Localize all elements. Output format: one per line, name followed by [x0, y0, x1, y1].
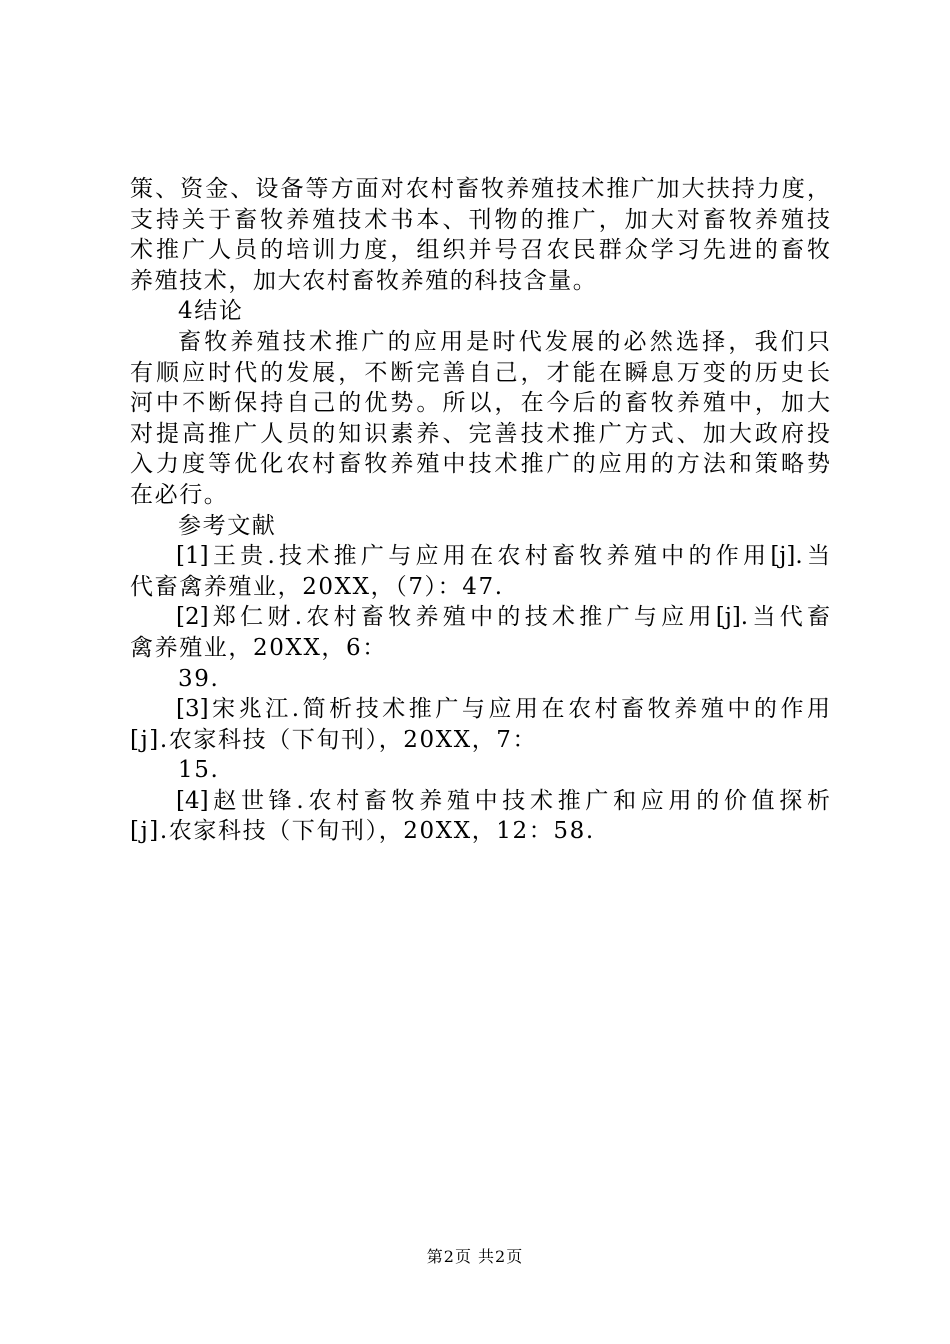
page-number: 第2页 共2页	[426, 1247, 524, 1266]
paragraph-line: 有顺应时代的发展，不断完善自己，才能在瞬息万变的历史长	[130, 359, 830, 386]
paragraph-line: 对提高推广人员的知识素养、完善技术推广方式、加大政府投	[130, 420, 830, 447]
reference-line: [2]郑仁财.农村畜牧养殖中的技术推广与应用[j].当代畜	[176, 604, 830, 631]
reference-line: 39.	[178, 665, 220, 692]
paragraph-line: 养殖技术，加大农村畜牧养殖的科技含量。	[130, 267, 598, 294]
paragraph-line: 策、资金、设备等方面对农村畜牧养殖技术推广加大扶持力度，	[130, 176, 830, 202]
paragraph-line: 支持关于畜牧养殖技术书本、刊物的推广，加大对畜牧养殖技	[130, 206, 830, 233]
paragraph-line: 畜牧养殖技术推广的应用是时代发展的必然选择，我们只	[178, 328, 830, 355]
references-heading: 参考文献	[178, 512, 277, 539]
reference-line: 15.	[178, 757, 220, 784]
section-heading: 4结论	[178, 298, 244, 325]
paragraph-line: 在必行。	[130, 481, 229, 508]
paragraph-line: 入力度等优化农村畜牧养殖中技术推广的应用的方法和策略势	[130, 451, 830, 478]
reference-line: [3]宋兆江.简析技术推广与应用在农村畜牧养殖中的作用	[176, 696, 830, 723]
reference-line: [1]王贵.技术推广与应用在农村畜牧养殖中的作用[j].当	[176, 543, 830, 570]
reference-line: [j].农家科技（下旬刊），20XX，7：	[130, 726, 538, 753]
paragraph-line: 术推广人员的培训力度，组织并号召农民群众学习先进的畜牧	[130, 237, 830, 264]
reference-line: 代畜禽养殖业，20XX，（7）：47.	[130, 573, 504, 600]
reference-line: [j].农家科技（下旬刊），20XX，12：58.	[130, 818, 595, 845]
reference-line: [4]赵世锋.农村畜牧养殖中技术推广和应用的价值探析	[176, 787, 830, 814]
paragraph-line: 河中不断保持自己的优势。所以，在今后的畜牧养殖中，加大	[130, 390, 830, 417]
reference-line: 禽养殖业，20XX，6：	[130, 634, 387, 661]
document-body	[130, 174, 830, 847]
